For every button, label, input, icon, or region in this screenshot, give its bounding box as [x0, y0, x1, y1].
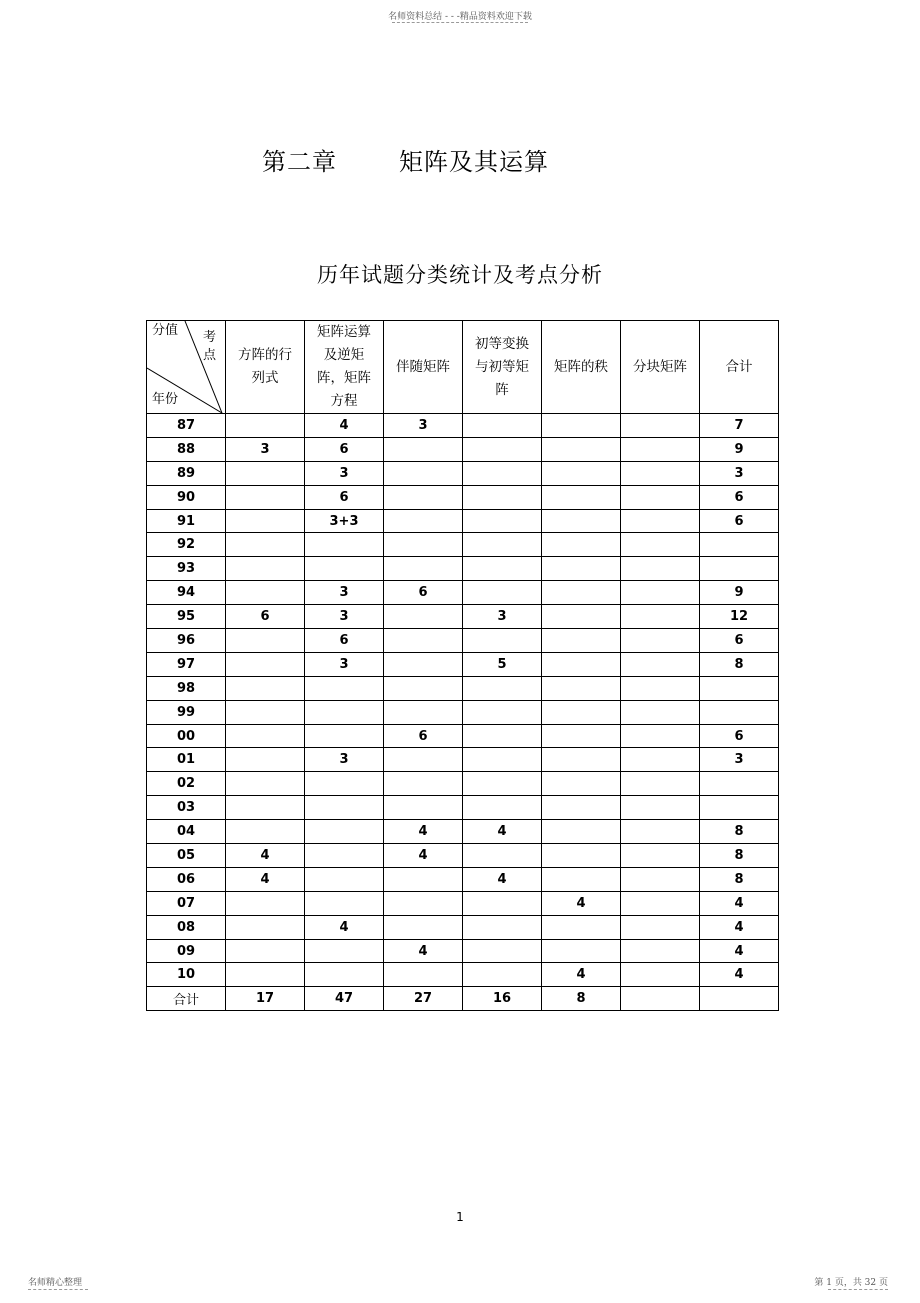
score-cell	[384, 485, 463, 509]
column-header	[305, 321, 384, 414]
table-row	[147, 557, 779, 581]
score-cell	[384, 772, 463, 796]
score-cell	[700, 796, 779, 820]
score-cell: 6	[384, 581, 463, 605]
score-cell	[226, 963, 305, 987]
score-cell: 3	[226, 437, 305, 461]
column-header-line: 初等变换	[475, 335, 529, 352]
score-cell	[226, 772, 305, 796]
score-cell	[384, 963, 463, 987]
table-row	[147, 724, 779, 748]
score-cell	[621, 652, 700, 676]
footer-left-divider	[28, 1289, 88, 1290]
score-cell	[621, 676, 700, 700]
corner-header-cell	[147, 321, 226, 414]
score-cell	[463, 772, 542, 796]
score-cell	[305, 844, 384, 868]
score-cell	[621, 605, 700, 629]
score-cell	[542, 796, 621, 820]
score-cell: 4	[700, 915, 779, 939]
score-cell	[700, 772, 779, 796]
table-row	[147, 748, 779, 772]
score-cell	[463, 485, 542, 509]
score-cell	[463, 915, 542, 939]
total-label-cell: 合计	[147, 987, 226, 1011]
score-cell	[621, 724, 700, 748]
score-cell: 12	[700, 605, 779, 629]
total-cell: 17	[226, 987, 305, 1011]
score-cell	[463, 581, 542, 605]
score-cell	[621, 533, 700, 557]
score-cell	[463, 437, 542, 461]
score-cell	[542, 867, 621, 891]
score-cell	[226, 581, 305, 605]
year-cell: 09	[147, 939, 226, 963]
year-cell: 00	[147, 724, 226, 748]
score-cell	[621, 844, 700, 868]
table-row	[147, 867, 779, 891]
score-cell: 3	[384, 414, 463, 438]
score-cell: 9	[700, 437, 779, 461]
score-cell	[384, 867, 463, 891]
year-cell: 89	[147, 461, 226, 485]
score-cell	[542, 533, 621, 557]
score-cell	[542, 437, 621, 461]
corner-topic-label-1: 考	[202, 330, 216, 345]
score-cell: 8	[700, 844, 779, 868]
score-cell	[226, 652, 305, 676]
chapter-number: 第二章	[262, 148, 337, 176]
score-cell: 8	[700, 867, 779, 891]
score-cell: 3	[305, 581, 384, 605]
score-cell	[542, 605, 621, 629]
score-cell	[542, 939, 621, 963]
table-row	[147, 414, 779, 438]
score-cell	[463, 891, 542, 915]
score-cell	[621, 581, 700, 605]
score-cell	[700, 700, 779, 724]
score-cell	[384, 557, 463, 581]
score-cell	[305, 820, 384, 844]
table-row	[147, 485, 779, 509]
header-note: 名师资料总结 - - -精品资料欢迎下载	[388, 12, 532, 22]
score-cell	[463, 461, 542, 485]
year-cell: 96	[147, 629, 226, 653]
footer-left-note: 名师精心整理	[28, 1278, 83, 1288]
score-cell: 3	[463, 605, 542, 629]
year-cell: 91	[147, 509, 226, 533]
score-cell	[542, 629, 621, 653]
score-cell	[621, 772, 700, 796]
score-cell	[305, 724, 384, 748]
corner-year-label: 年份	[152, 392, 179, 407]
score-cell	[621, 820, 700, 844]
score-cell	[305, 796, 384, 820]
table-row	[147, 700, 779, 724]
score-cell	[226, 461, 305, 485]
score-cell	[305, 533, 384, 557]
total-cell: 16	[463, 987, 542, 1011]
column-header-line: 阵	[495, 381, 509, 398]
score-cell	[542, 485, 621, 509]
year-cell: 94	[147, 581, 226, 605]
score-cell	[305, 676, 384, 700]
score-cell	[463, 748, 542, 772]
year-cell: 95	[147, 605, 226, 629]
table-row	[147, 509, 779, 533]
table-row	[147, 605, 779, 629]
score-cell: 6	[700, 629, 779, 653]
score-cell	[305, 557, 384, 581]
score-cell	[226, 533, 305, 557]
score-cell	[621, 509, 700, 533]
score-cell: 3	[305, 461, 384, 485]
score-cell	[621, 963, 700, 987]
table-row	[147, 461, 779, 485]
score-cell: 4	[542, 891, 621, 915]
chapter-name: 矩阵及其运算	[399, 148, 549, 176]
score-cell: 6	[384, 724, 463, 748]
score-cell: 6	[700, 509, 779, 533]
score-cell: 3	[305, 605, 384, 629]
score-cell	[621, 915, 700, 939]
score-cell	[384, 533, 463, 557]
table-row	[147, 437, 779, 461]
score-cell: 4	[384, 844, 463, 868]
score-cell	[226, 939, 305, 963]
score-cell	[621, 461, 700, 485]
score-cell	[226, 509, 305, 533]
table-body	[147, 321, 779, 1011]
column-header-line: 矩阵运算	[317, 324, 371, 340]
score-cell	[226, 557, 305, 581]
column-header	[226, 321, 305, 414]
year-cell: 10	[147, 963, 226, 987]
total-cell: 27	[384, 987, 463, 1011]
exam-statistics-table	[146, 320, 779, 1011]
score-cell	[542, 820, 621, 844]
score-cell: 5	[463, 652, 542, 676]
table-row	[147, 963, 779, 987]
score-cell	[542, 461, 621, 485]
year-cell: 99	[147, 700, 226, 724]
score-cell: 3	[700, 748, 779, 772]
year-cell: 97	[147, 652, 226, 676]
score-cell	[226, 485, 305, 509]
score-cell: 6	[305, 629, 384, 653]
score-cell	[542, 581, 621, 605]
score-cell: 9	[700, 581, 779, 605]
score-cell	[621, 748, 700, 772]
score-cell: 4	[305, 414, 384, 438]
score-cell	[463, 509, 542, 533]
score-cell	[226, 676, 305, 700]
score-cell	[621, 557, 700, 581]
score-cell	[226, 796, 305, 820]
year-cell: 04	[147, 820, 226, 844]
score-cell	[542, 509, 621, 533]
column-header	[384, 321, 463, 414]
column-header-line: 列式	[251, 370, 279, 386]
score-cell	[463, 414, 542, 438]
score-cell	[621, 867, 700, 891]
score-cell	[384, 509, 463, 533]
score-cell: 4	[463, 867, 542, 891]
score-cell	[384, 891, 463, 915]
total-cell: 47	[305, 987, 384, 1011]
score-cell	[700, 676, 779, 700]
score-cell	[621, 891, 700, 915]
score-cell: 4	[542, 963, 621, 987]
column-header	[463, 321, 542, 414]
score-cell: 6	[700, 485, 779, 509]
score-cell	[463, 700, 542, 724]
score-cell	[384, 676, 463, 700]
total-row	[147, 987, 779, 1011]
score-cell	[305, 939, 384, 963]
table-row	[147, 533, 779, 557]
score-cell	[226, 748, 305, 772]
table-row	[147, 891, 779, 915]
column-header-line: 分块矩阵	[633, 358, 687, 375]
score-cell: 7	[700, 414, 779, 438]
score-cell	[700, 557, 779, 581]
column-header-line: 阵，矩阵	[317, 370, 371, 386]
score-cell: 4	[305, 915, 384, 939]
page-number: 1	[456, 1210, 464, 1224]
score-cell: 3	[700, 461, 779, 485]
score-cell	[700, 533, 779, 557]
header-divider	[392, 22, 528, 23]
score-cell: 4	[226, 844, 305, 868]
score-cell	[305, 867, 384, 891]
year-cell: 06	[147, 867, 226, 891]
score-cell: 4	[384, 939, 463, 963]
score-cell: 4	[700, 939, 779, 963]
score-cell	[621, 485, 700, 509]
total-cell	[700, 987, 779, 1011]
chapter-title	[262, 142, 549, 177]
year-cell: 98	[147, 676, 226, 700]
score-cell	[542, 772, 621, 796]
score-cell	[542, 700, 621, 724]
score-cell: 8	[700, 652, 779, 676]
score-cell	[621, 796, 700, 820]
score-cell	[305, 891, 384, 915]
year-cell: 03	[147, 796, 226, 820]
score-cell	[226, 820, 305, 844]
score-cell: 4	[700, 891, 779, 915]
score-cell	[384, 652, 463, 676]
score-cell: 6	[305, 437, 384, 461]
column-header	[621, 321, 700, 414]
year-cell: 92	[147, 533, 226, 557]
score-cell: 4	[384, 820, 463, 844]
column-header-line: 方阵的行	[238, 347, 292, 363]
year-cell: 88	[147, 437, 226, 461]
year-cell: 90	[147, 485, 226, 509]
score-cell: 4	[700, 963, 779, 987]
score-cell	[621, 629, 700, 653]
score-cell	[463, 533, 542, 557]
table-row	[147, 581, 779, 605]
score-cell	[384, 915, 463, 939]
total-cell: 8	[542, 987, 621, 1011]
score-cell	[542, 557, 621, 581]
score-cell: 8	[700, 820, 779, 844]
header-row	[147, 321, 779, 414]
score-cell	[542, 915, 621, 939]
corner-topic-label-2: 点	[202, 348, 216, 363]
score-cell	[384, 437, 463, 461]
table-row	[147, 629, 779, 653]
year-cell: 08	[147, 915, 226, 939]
score-cell	[463, 676, 542, 700]
score-cell	[463, 629, 542, 653]
score-cell	[226, 629, 305, 653]
score-cell: 3+3	[305, 509, 384, 533]
total-cell	[621, 987, 700, 1011]
score-cell	[542, 748, 621, 772]
score-cell	[463, 939, 542, 963]
score-cell	[305, 963, 384, 987]
score-cell	[542, 844, 621, 868]
score-cell: 6	[226, 605, 305, 629]
score-cell	[542, 676, 621, 700]
score-cell	[305, 700, 384, 724]
table-row	[147, 844, 779, 868]
score-cell	[384, 605, 463, 629]
column-header-line: 及逆矩	[323, 347, 365, 363]
table-row	[147, 676, 779, 700]
score-cell	[384, 796, 463, 820]
column-header-line: 伴随矩阵	[396, 358, 450, 375]
score-cell: 6	[305, 485, 384, 509]
score-cell	[384, 700, 463, 724]
score-cell: 3	[305, 748, 384, 772]
column-header	[542, 321, 621, 414]
year-cell: 07	[147, 891, 226, 915]
year-cell: 05	[147, 844, 226, 868]
column-header	[700, 321, 779, 414]
score-cell: 3	[305, 652, 384, 676]
column-header-line: 方程	[330, 393, 358, 409]
score-cell	[226, 414, 305, 438]
table-row	[147, 820, 779, 844]
table-row	[147, 796, 779, 820]
year-cell: 02	[147, 772, 226, 796]
score-cell	[463, 796, 542, 820]
score-cell	[463, 844, 542, 868]
footer-page-info: 第 1 页，共 32 页	[814, 1278, 888, 1288]
score-cell	[463, 963, 542, 987]
score-cell	[226, 700, 305, 724]
table-row	[147, 915, 779, 939]
column-header-line: 与初等矩	[475, 358, 529, 375]
table-row	[147, 652, 779, 676]
score-cell: 4	[463, 820, 542, 844]
year-cell: 01	[147, 748, 226, 772]
score-cell	[463, 557, 542, 581]
year-cell: 93	[147, 557, 226, 581]
score-cell	[542, 724, 621, 748]
score-cell	[226, 724, 305, 748]
column-header-line: 合计	[725, 358, 753, 375]
score-cell	[621, 939, 700, 963]
score-cell	[384, 748, 463, 772]
score-cell	[542, 652, 621, 676]
score-cell	[226, 891, 305, 915]
table-row	[147, 772, 779, 796]
table-row	[147, 939, 779, 963]
corner-score-label: 分值	[152, 323, 179, 338]
score-cell	[621, 700, 700, 724]
score-cell	[621, 437, 700, 461]
score-cell	[384, 629, 463, 653]
score-cell	[542, 414, 621, 438]
score-cell	[463, 724, 542, 748]
score-cell: 6	[700, 724, 779, 748]
table-subtitle: 历年试题分类统计及考点分析	[317, 263, 603, 287]
year-cell: 87	[147, 414, 226, 438]
score-cell	[305, 772, 384, 796]
score-cell	[384, 461, 463, 485]
score-cell: 4	[226, 867, 305, 891]
footer-right-divider	[828, 1289, 888, 1290]
column-header-line: 矩阵的秩	[554, 358, 608, 375]
score-cell	[621, 414, 700, 438]
score-cell	[226, 915, 305, 939]
